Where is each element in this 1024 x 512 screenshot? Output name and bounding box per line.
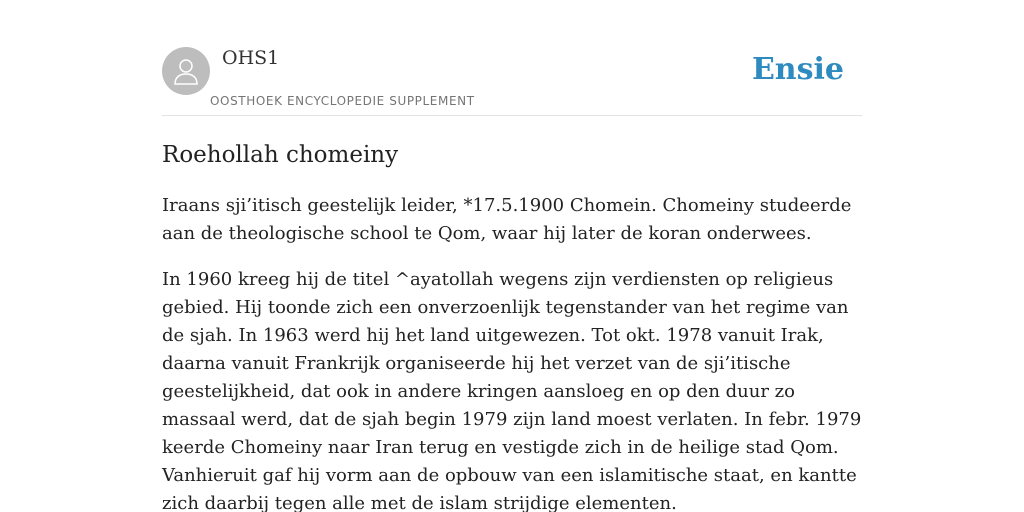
author-name[interactable]: OHS1	[222, 47, 280, 69]
avatar[interactable]	[162, 47, 210, 95]
page-title: Roehollah chomeiny	[162, 142, 399, 168]
paragraph: In 1960 kreeg hij de titel ^ayatollah wegens zijn verdiensten op religieus gebied. Hij toonde zich een onverzoenlijk tegenstander van het regime van de sjah. In 1963 werd hij het land uitgewezen. Tot okt. 1978 vanuit Irak, daarna vanuit Frankrijk organiseerde hij het verzet van de sji’itische geestelijkheid, dat ook in andere kringen aansloeg en op den duur zo massaal werd, dat de sjah begin 1979 zijn land moest verlaten. In febr. 1979 keerde Chomeiny naar Iran terug en vestigde zich in de heilige stad Qom. Vanhieruit gaf hij vorm aan de opbouw van een islamitische staat, en kantte zich daarbij tegen alle met de islam strijdige elementen.	[162, 269, 862, 512]
paragraph: Iraans sji’itisch geestelijk leider, *17.5.1900 Chomein. Chomeiny studeerde aan de theologische school te Qom, waar hij later de koran onderwees.	[162, 195, 852, 244]
entry-header	[162, 0, 862, 116]
user-icon	[172, 56, 200, 86]
article-body	[162, 192, 862, 512]
brand-logo[interactable]: Ensie	[751, 52, 844, 87]
source-label[interactable]: OOSTHOEK ENCYCLOPEDIE SUPPLEMENT	[210, 94, 475, 108]
